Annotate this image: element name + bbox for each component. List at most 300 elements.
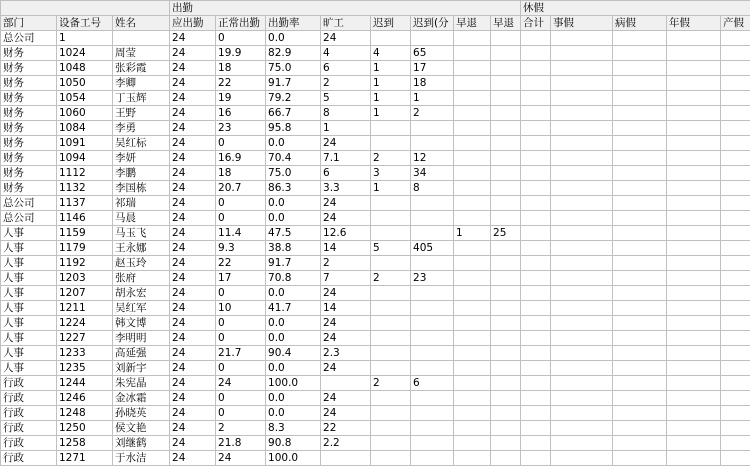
cell-early-leave-minutes[interactable]: 25 [491, 226, 521, 241]
cell-early-leave-count[interactable] [454, 136, 491, 151]
cell-normal[interactable]: 10 [216, 301, 266, 316]
cell-dept[interactable]: 总公司 [1, 196, 57, 211]
cell-scheduled[interactable]: 24 [170, 436, 216, 451]
cell-dept[interactable]: 财务 [1, 121, 57, 136]
cell-rate[interactable]: 0.0 [266, 391, 321, 406]
cell-maternity-leave[interactable] [721, 46, 750, 61]
table-row[interactable] [1, 286, 750, 301]
cell-late-count[interactable]: 2 [371, 271, 411, 286]
cell-early-leave-count[interactable] [454, 346, 491, 361]
cell-early-leave-minutes[interactable] [491, 151, 521, 166]
column-header-rate[interactable]: 出勤率 [266, 16, 321, 31]
cell-leave-total[interactable] [521, 376, 551, 391]
cell-sick-leave[interactable] [613, 346, 667, 361]
cell-scheduled[interactable]: 24 [170, 346, 216, 361]
cell-maternity-leave[interactable] [721, 271, 750, 286]
cell-normal[interactable]: 18 [216, 166, 266, 181]
cell-scheduled[interactable]: 24 [170, 76, 216, 91]
table-row[interactable] [1, 331, 750, 346]
table-row[interactable] [1, 46, 750, 61]
cell-late-minutes[interactable]: 17 [411, 61, 454, 76]
cell-late-count[interactable]: 1 [371, 106, 411, 121]
cell-name[interactable]: 马玉飞 [113, 226, 170, 241]
cell-early-leave-minutes[interactable] [491, 76, 521, 91]
cell-annual-leave[interactable] [667, 136, 721, 151]
cell-dept[interactable]: 行政 [1, 376, 57, 391]
cell-sick-leave[interactable] [613, 136, 667, 151]
cell-scheduled[interactable]: 24 [170, 286, 216, 301]
cell-scheduled[interactable]: 24 [170, 241, 216, 256]
cell-device-id[interactable]: 1192 [57, 256, 113, 271]
cell-absent[interactable]: 24 [321, 211, 371, 226]
cell-dept[interactable]: 行政 [1, 406, 57, 421]
cell-annual-leave[interactable] [667, 76, 721, 91]
cell-maternity-leave[interactable] [721, 286, 750, 301]
cell-late-minutes[interactable]: 65 [411, 46, 454, 61]
cell-sick-leave[interactable] [613, 91, 667, 106]
cell-late-count[interactable] [371, 196, 411, 211]
cell-name[interactable]: 李卿 [113, 76, 170, 91]
cell-dept[interactable]: 总公司 [1, 211, 57, 226]
cell-dept[interactable]: 行政 [1, 421, 57, 436]
cell-maternity-leave[interactable] [721, 406, 750, 421]
table-row[interactable] [1, 346, 750, 361]
cell-annual-leave[interactable] [667, 91, 721, 106]
cell-early-leave-minutes[interactable] [491, 376, 521, 391]
cell-annual-leave[interactable] [667, 106, 721, 121]
cell-device-id[interactable]: 1050 [57, 76, 113, 91]
cell-late-minutes[interactable] [411, 406, 454, 421]
table-row[interactable] [1, 166, 750, 181]
cell-normal[interactable]: 23 [216, 121, 266, 136]
cell-leave-total[interactable] [521, 76, 551, 91]
cell-rate[interactable]: 86.3 [266, 181, 321, 196]
cell-late-minutes[interactable] [411, 286, 454, 301]
table-row[interactable] [1, 211, 750, 226]
cell-annual-leave[interactable] [667, 406, 721, 421]
cell-late-count[interactable] [371, 421, 411, 436]
cell-personal-leave[interactable] [551, 271, 613, 286]
cell-early-leave-count[interactable] [454, 31, 491, 46]
cell-sick-leave[interactable] [613, 271, 667, 286]
cell-name[interactable]: 王野 [113, 106, 170, 121]
cell-personal-leave[interactable] [551, 151, 613, 166]
cell-early-leave-count[interactable] [454, 61, 491, 76]
cell-scheduled[interactable]: 24 [170, 136, 216, 151]
cell-sick-leave[interactable] [613, 451, 667, 466]
cell-personal-leave[interactable] [551, 31, 613, 46]
cell-name[interactable]: 胡永宏 [113, 286, 170, 301]
table-row[interactable] [1, 256, 750, 271]
column-header-normal[interactable]: 正常出勤 [216, 16, 266, 31]
cell-early-leave-count[interactable] [454, 376, 491, 391]
cell-dept[interactable]: 财务 [1, 106, 57, 121]
cell-early-leave-count[interactable] [454, 151, 491, 166]
cell-sick-leave[interactable] [613, 241, 667, 256]
cell-early-leave-minutes[interactable] [491, 166, 521, 181]
cell-early-leave-minutes[interactable] [491, 106, 521, 121]
cell-scheduled[interactable]: 24 [170, 46, 216, 61]
cell-early-leave-minutes[interactable] [491, 331, 521, 346]
cell-absent[interactable]: 6 [321, 166, 371, 181]
cell-normal[interactable]: 0 [216, 391, 266, 406]
cell-annual-leave[interactable] [667, 421, 721, 436]
cell-rate[interactable]: 79.2 [266, 91, 321, 106]
cell-scheduled[interactable]: 24 [170, 421, 216, 436]
table-row[interactable] [1, 181, 750, 196]
column-header-late-count[interactable]: 迟到 [371, 16, 411, 31]
cell-personal-leave[interactable] [551, 346, 613, 361]
cell-absent[interactable] [321, 376, 371, 391]
cell-early-leave-minutes[interactable] [491, 436, 521, 451]
cell-name[interactable]: 刘新宇 [113, 361, 170, 376]
cell-dept[interactable]: 人事 [1, 286, 57, 301]
cell-sick-leave[interactable] [613, 46, 667, 61]
cell-early-leave-minutes[interactable] [491, 61, 521, 76]
cell-scheduled[interactable]: 24 [170, 31, 216, 46]
cell-rate[interactable]: 38.8 [266, 241, 321, 256]
cell-leave-total[interactable] [521, 436, 551, 451]
cell-annual-leave[interactable] [667, 271, 721, 286]
cell-dept[interactable]: 财务 [1, 166, 57, 181]
cell-scheduled[interactable]: 24 [170, 331, 216, 346]
cell-maternity-leave[interactable] [721, 331, 750, 346]
cell-device-id[interactable]: 1112 [57, 166, 113, 181]
cell-normal[interactable]: 0 [216, 211, 266, 226]
column-header-early-leave-count[interactable]: 早退 [454, 16, 491, 31]
cell-dept[interactable]: 人事 [1, 331, 57, 346]
cell-absent[interactable]: 14 [321, 241, 371, 256]
cell-sick-leave[interactable] [613, 421, 667, 436]
cell-sick-leave[interactable] [613, 151, 667, 166]
cell-normal[interactable]: 24 [216, 376, 266, 391]
cell-late-count[interactable]: 1 [371, 181, 411, 196]
cell-annual-leave[interactable] [667, 391, 721, 406]
cell-name[interactable]: 金冰霜 [113, 391, 170, 406]
cell-personal-leave[interactable] [551, 166, 613, 181]
cell-personal-leave[interactable] [551, 316, 613, 331]
cell-rate[interactable]: 47.5 [266, 226, 321, 241]
column-header-leave-total[interactable]: 合计 [521, 16, 551, 31]
cell-leave-total[interactable] [521, 256, 551, 271]
cell-early-leave-minutes[interactable] [491, 196, 521, 211]
cell-name[interactable]: 张府 [113, 271, 170, 286]
cell-maternity-leave[interactable] [721, 106, 750, 121]
cell-maternity-leave[interactable] [721, 226, 750, 241]
cell-scheduled[interactable]: 24 [170, 226, 216, 241]
cell-device-id[interactable]: 1244 [57, 376, 113, 391]
cell-late-minutes[interactable] [411, 391, 454, 406]
cell-early-leave-count[interactable] [454, 106, 491, 121]
cell-maternity-leave[interactable] [721, 121, 750, 136]
table-row[interactable] [1, 421, 750, 436]
cell-late-minutes[interactable]: 405 [411, 241, 454, 256]
cell-personal-leave[interactable] [551, 421, 613, 436]
cell-late-count[interactable]: 3 [371, 166, 411, 181]
cell-leave-total[interactable] [521, 106, 551, 121]
cell-absent[interactable]: 14 [321, 301, 371, 316]
cell-normal[interactable]: 24 [216, 451, 266, 466]
cell-late-minutes[interactable] [411, 196, 454, 211]
cell-leave-total[interactable] [521, 301, 551, 316]
cell-sick-leave[interactable] [613, 406, 667, 421]
cell-personal-leave[interactable] [551, 451, 613, 466]
table-row[interactable] [1, 376, 750, 391]
cell-rate[interactable]: 90.8 [266, 436, 321, 451]
cell-late-minutes[interactable] [411, 421, 454, 436]
cell-name[interactable]: 吴红标 [113, 136, 170, 151]
cell-maternity-leave[interactable] [721, 316, 750, 331]
cell-absent[interactable]: 24 [321, 406, 371, 421]
cell-annual-leave[interactable] [667, 286, 721, 301]
cell-device-id[interactable]: 1250 [57, 421, 113, 436]
cell-maternity-leave[interactable] [721, 61, 750, 76]
cell-personal-leave[interactable] [551, 181, 613, 196]
cell-normal[interactable]: 0 [216, 331, 266, 346]
cell-late-count[interactable]: 1 [371, 91, 411, 106]
cell-normal[interactable]: 19 [216, 91, 266, 106]
cell-early-leave-count[interactable] [454, 76, 491, 91]
cell-late-minutes[interactable] [411, 316, 454, 331]
cell-device-id[interactable]: 1 [57, 31, 113, 46]
cell-device-id[interactable]: 1132 [57, 181, 113, 196]
cell-sick-leave[interactable] [613, 61, 667, 76]
cell-annual-leave[interactable] [667, 451, 721, 466]
cell-maternity-leave[interactable] [721, 301, 750, 316]
cell-annual-leave[interactable] [667, 211, 721, 226]
cell-maternity-leave[interactable] [721, 31, 750, 46]
cell-late-count[interactable]: 2 [371, 376, 411, 391]
cell-annual-leave[interactable] [667, 346, 721, 361]
column-header-annual-leave[interactable]: 年假 [667, 16, 721, 31]
cell-normal[interactable]: 9.3 [216, 241, 266, 256]
cell-absent[interactable]: 1 [321, 121, 371, 136]
cell-normal[interactable]: 0 [216, 406, 266, 421]
cell-leave-total[interactable] [521, 346, 551, 361]
cell-maternity-leave[interactable] [721, 421, 750, 436]
cell-personal-leave[interactable] [551, 106, 613, 121]
cell-annual-leave[interactable] [667, 121, 721, 136]
cell-late-count[interactable] [371, 406, 411, 421]
cell-annual-leave[interactable] [667, 226, 721, 241]
cell-personal-leave[interactable] [551, 301, 613, 316]
cell-annual-leave[interactable] [667, 181, 721, 196]
cell-dept[interactable]: 人事 [1, 301, 57, 316]
cell-absent[interactable]: 6 [321, 61, 371, 76]
cell-name[interactable]: 张彩霞 [113, 61, 170, 76]
cell-late-minutes[interactable]: 34 [411, 166, 454, 181]
cell-absent[interactable]: 24 [321, 361, 371, 376]
cell-rate[interactable]: 0.0 [266, 331, 321, 346]
table-row[interactable] [1, 451, 750, 466]
table-row[interactable] [1, 271, 750, 286]
cell-maternity-leave[interactable] [721, 451, 750, 466]
table-row[interactable] [1, 61, 750, 76]
cell-late-count[interactable] [371, 301, 411, 316]
cell-personal-leave[interactable] [551, 406, 613, 421]
cell-dept[interactable]: 行政 [1, 436, 57, 451]
cell-rate[interactable]: 70.4 [266, 151, 321, 166]
cell-personal-leave[interactable] [551, 256, 613, 271]
cell-absent[interactable]: 24 [321, 136, 371, 151]
cell-device-id[interactable]: 1179 [57, 241, 113, 256]
column-header-name[interactable]: 姓名 [113, 16, 170, 31]
cell-normal[interactable]: 19.9 [216, 46, 266, 61]
cell-late-minutes[interactable] [411, 346, 454, 361]
cell-leave-total[interactable] [521, 166, 551, 181]
cell-leave-total[interactable] [521, 31, 551, 46]
cell-leave-total[interactable] [521, 151, 551, 166]
cell-name[interactable]: 李鹏 [113, 166, 170, 181]
cell-absent[interactable]: 24 [321, 316, 371, 331]
cell-late-count[interactable]: 1 [371, 61, 411, 76]
cell-late-count[interactable]: 4 [371, 46, 411, 61]
table-row[interactable] [1, 31, 750, 46]
cell-annual-leave[interactable] [667, 166, 721, 181]
cell-dept[interactable]: 财务 [1, 91, 57, 106]
cell-sick-leave[interactable] [613, 361, 667, 376]
cell-personal-leave[interactable] [551, 211, 613, 226]
cell-device-id[interactable]: 1024 [57, 46, 113, 61]
cell-late-count[interactable] [371, 331, 411, 346]
cell-name[interactable]: 李勇 [113, 121, 170, 136]
cell-name[interactable]: 王永娜 [113, 241, 170, 256]
cell-device-id[interactable]: 1227 [57, 331, 113, 346]
cell-sick-leave[interactable] [613, 391, 667, 406]
cell-rate[interactable]: 0.0 [266, 136, 321, 151]
cell-scheduled[interactable]: 24 [170, 166, 216, 181]
cell-late-count[interactable]: 5 [371, 241, 411, 256]
cell-maternity-leave[interactable] [721, 241, 750, 256]
cell-device-id[interactable]: 1203 [57, 271, 113, 286]
cell-leave-total[interactable] [521, 271, 551, 286]
cell-early-leave-count[interactable] [454, 391, 491, 406]
cell-early-leave-minutes[interactable] [491, 271, 521, 286]
cell-annual-leave[interactable] [667, 301, 721, 316]
table-row[interactable] [1, 241, 750, 256]
cell-device-id[interactable]: 1054 [57, 91, 113, 106]
cell-dept[interactable]: 财务 [1, 61, 57, 76]
cell-late-minutes[interactable] [411, 211, 454, 226]
cell-dept[interactable]: 人事 [1, 346, 57, 361]
cell-late-count[interactable] [371, 121, 411, 136]
cell-name[interactable]: 吴红军 [113, 301, 170, 316]
cell-normal[interactable]: 17 [216, 271, 266, 286]
cell-early-leave-minutes[interactable] [491, 391, 521, 406]
column-header-early-leave-minutes[interactable]: 早退 [491, 16, 521, 31]
cell-early-leave-count[interactable] [454, 406, 491, 421]
cell-leave-total[interactable] [521, 211, 551, 226]
cell-personal-leave[interactable] [551, 241, 613, 256]
column-header-absent[interactable]: 旷工 [321, 16, 371, 31]
table-row[interactable] [1, 196, 750, 211]
cell-sick-leave[interactable] [613, 166, 667, 181]
cell-rate[interactable]: 0.0 [266, 196, 321, 211]
cell-scheduled[interactable]: 24 [170, 271, 216, 286]
cell-device-id[interactable]: 1207 [57, 286, 113, 301]
cell-scheduled[interactable]: 24 [170, 361, 216, 376]
cell-late-count[interactable] [371, 436, 411, 451]
column-header-personal-leave[interactable]: 事假 [551, 16, 613, 31]
cell-name[interactable]: 马晨 [113, 211, 170, 226]
cell-name[interactable]: 于水洁 [113, 451, 170, 466]
cell-personal-leave[interactable] [551, 61, 613, 76]
cell-leave-total[interactable] [521, 196, 551, 211]
cell-rate[interactable]: 82.9 [266, 46, 321, 61]
cell-device-id[interactable]: 1146 [57, 211, 113, 226]
cell-normal[interactable]: 20.7 [216, 181, 266, 196]
cell-early-leave-minutes[interactable] [491, 256, 521, 271]
cell-absent[interactable]: 24 [321, 286, 371, 301]
cell-rate[interactable]: 90.4 [266, 346, 321, 361]
cell-maternity-leave[interactable] [721, 181, 750, 196]
cell-maternity-leave[interactable] [721, 151, 750, 166]
cell-absent[interactable]: 2.3 [321, 346, 371, 361]
cell-normal[interactable]: 0 [216, 316, 266, 331]
cell-maternity-leave[interactable] [721, 136, 750, 151]
cell-early-leave-minutes[interactable] [491, 31, 521, 46]
cell-leave-total[interactable] [521, 61, 551, 76]
cell-normal[interactable]: 22 [216, 256, 266, 271]
cell-annual-leave[interactable] [667, 46, 721, 61]
cell-leave-total[interactable] [521, 451, 551, 466]
cell-device-id[interactable]: 1248 [57, 406, 113, 421]
cell-dept[interactable]: 财务 [1, 181, 57, 196]
cell-normal[interactable]: 0 [216, 196, 266, 211]
cell-scheduled[interactable]: 24 [170, 376, 216, 391]
cell-annual-leave[interactable] [667, 241, 721, 256]
cell-annual-leave[interactable] [667, 376, 721, 391]
cell-late-count[interactable] [371, 136, 411, 151]
cell-early-leave-count[interactable] [454, 256, 491, 271]
cell-early-leave-count[interactable] [454, 211, 491, 226]
cell-absent[interactable]: 24 [321, 31, 371, 46]
cell-absent[interactable]: 12.6 [321, 226, 371, 241]
cell-name[interactable]: 赵玉玲 [113, 256, 170, 271]
cell-scheduled[interactable]: 24 [170, 301, 216, 316]
cell-late-minutes[interactable] [411, 226, 454, 241]
table-row[interactable] [1, 406, 750, 421]
cell-scheduled[interactable]: 24 [170, 196, 216, 211]
cell-early-leave-count[interactable] [454, 271, 491, 286]
cell-early-leave-minutes[interactable] [491, 211, 521, 226]
cell-name[interactable]: 刘继鹤 [113, 436, 170, 451]
cell-name[interactable]: 侯文艳 [113, 421, 170, 436]
cell-annual-leave[interactable] [667, 316, 721, 331]
cell-rate[interactable]: 8.3 [266, 421, 321, 436]
cell-late-count[interactable]: 2 [371, 151, 411, 166]
column-header-device-id[interactable]: 设备工号 [57, 16, 113, 31]
cell-scheduled[interactable]: 24 [170, 106, 216, 121]
table-row[interactable] [1, 301, 750, 316]
cell-early-leave-minutes[interactable] [491, 406, 521, 421]
cell-leave-total[interactable] [521, 181, 551, 196]
cell-sick-leave[interactable] [613, 301, 667, 316]
cell-dept[interactable]: 财务 [1, 76, 57, 91]
column-header-sick-leave[interactable]: 病假 [613, 16, 667, 31]
cell-device-id[interactable]: 1224 [57, 316, 113, 331]
cell-maternity-leave[interactable] [721, 346, 750, 361]
cell-rate[interactable]: 0.0 [266, 286, 321, 301]
cell-scheduled[interactable]: 24 [170, 256, 216, 271]
cell-device-id[interactable]: 1060 [57, 106, 113, 121]
cell-personal-leave[interactable] [551, 376, 613, 391]
cell-early-leave-count[interactable] [454, 196, 491, 211]
cell-dept[interactable]: 财务 [1, 46, 57, 61]
cell-late-minutes[interactable] [411, 436, 454, 451]
cell-rate[interactable]: 95.8 [266, 121, 321, 136]
cell-personal-leave[interactable] [551, 46, 613, 61]
